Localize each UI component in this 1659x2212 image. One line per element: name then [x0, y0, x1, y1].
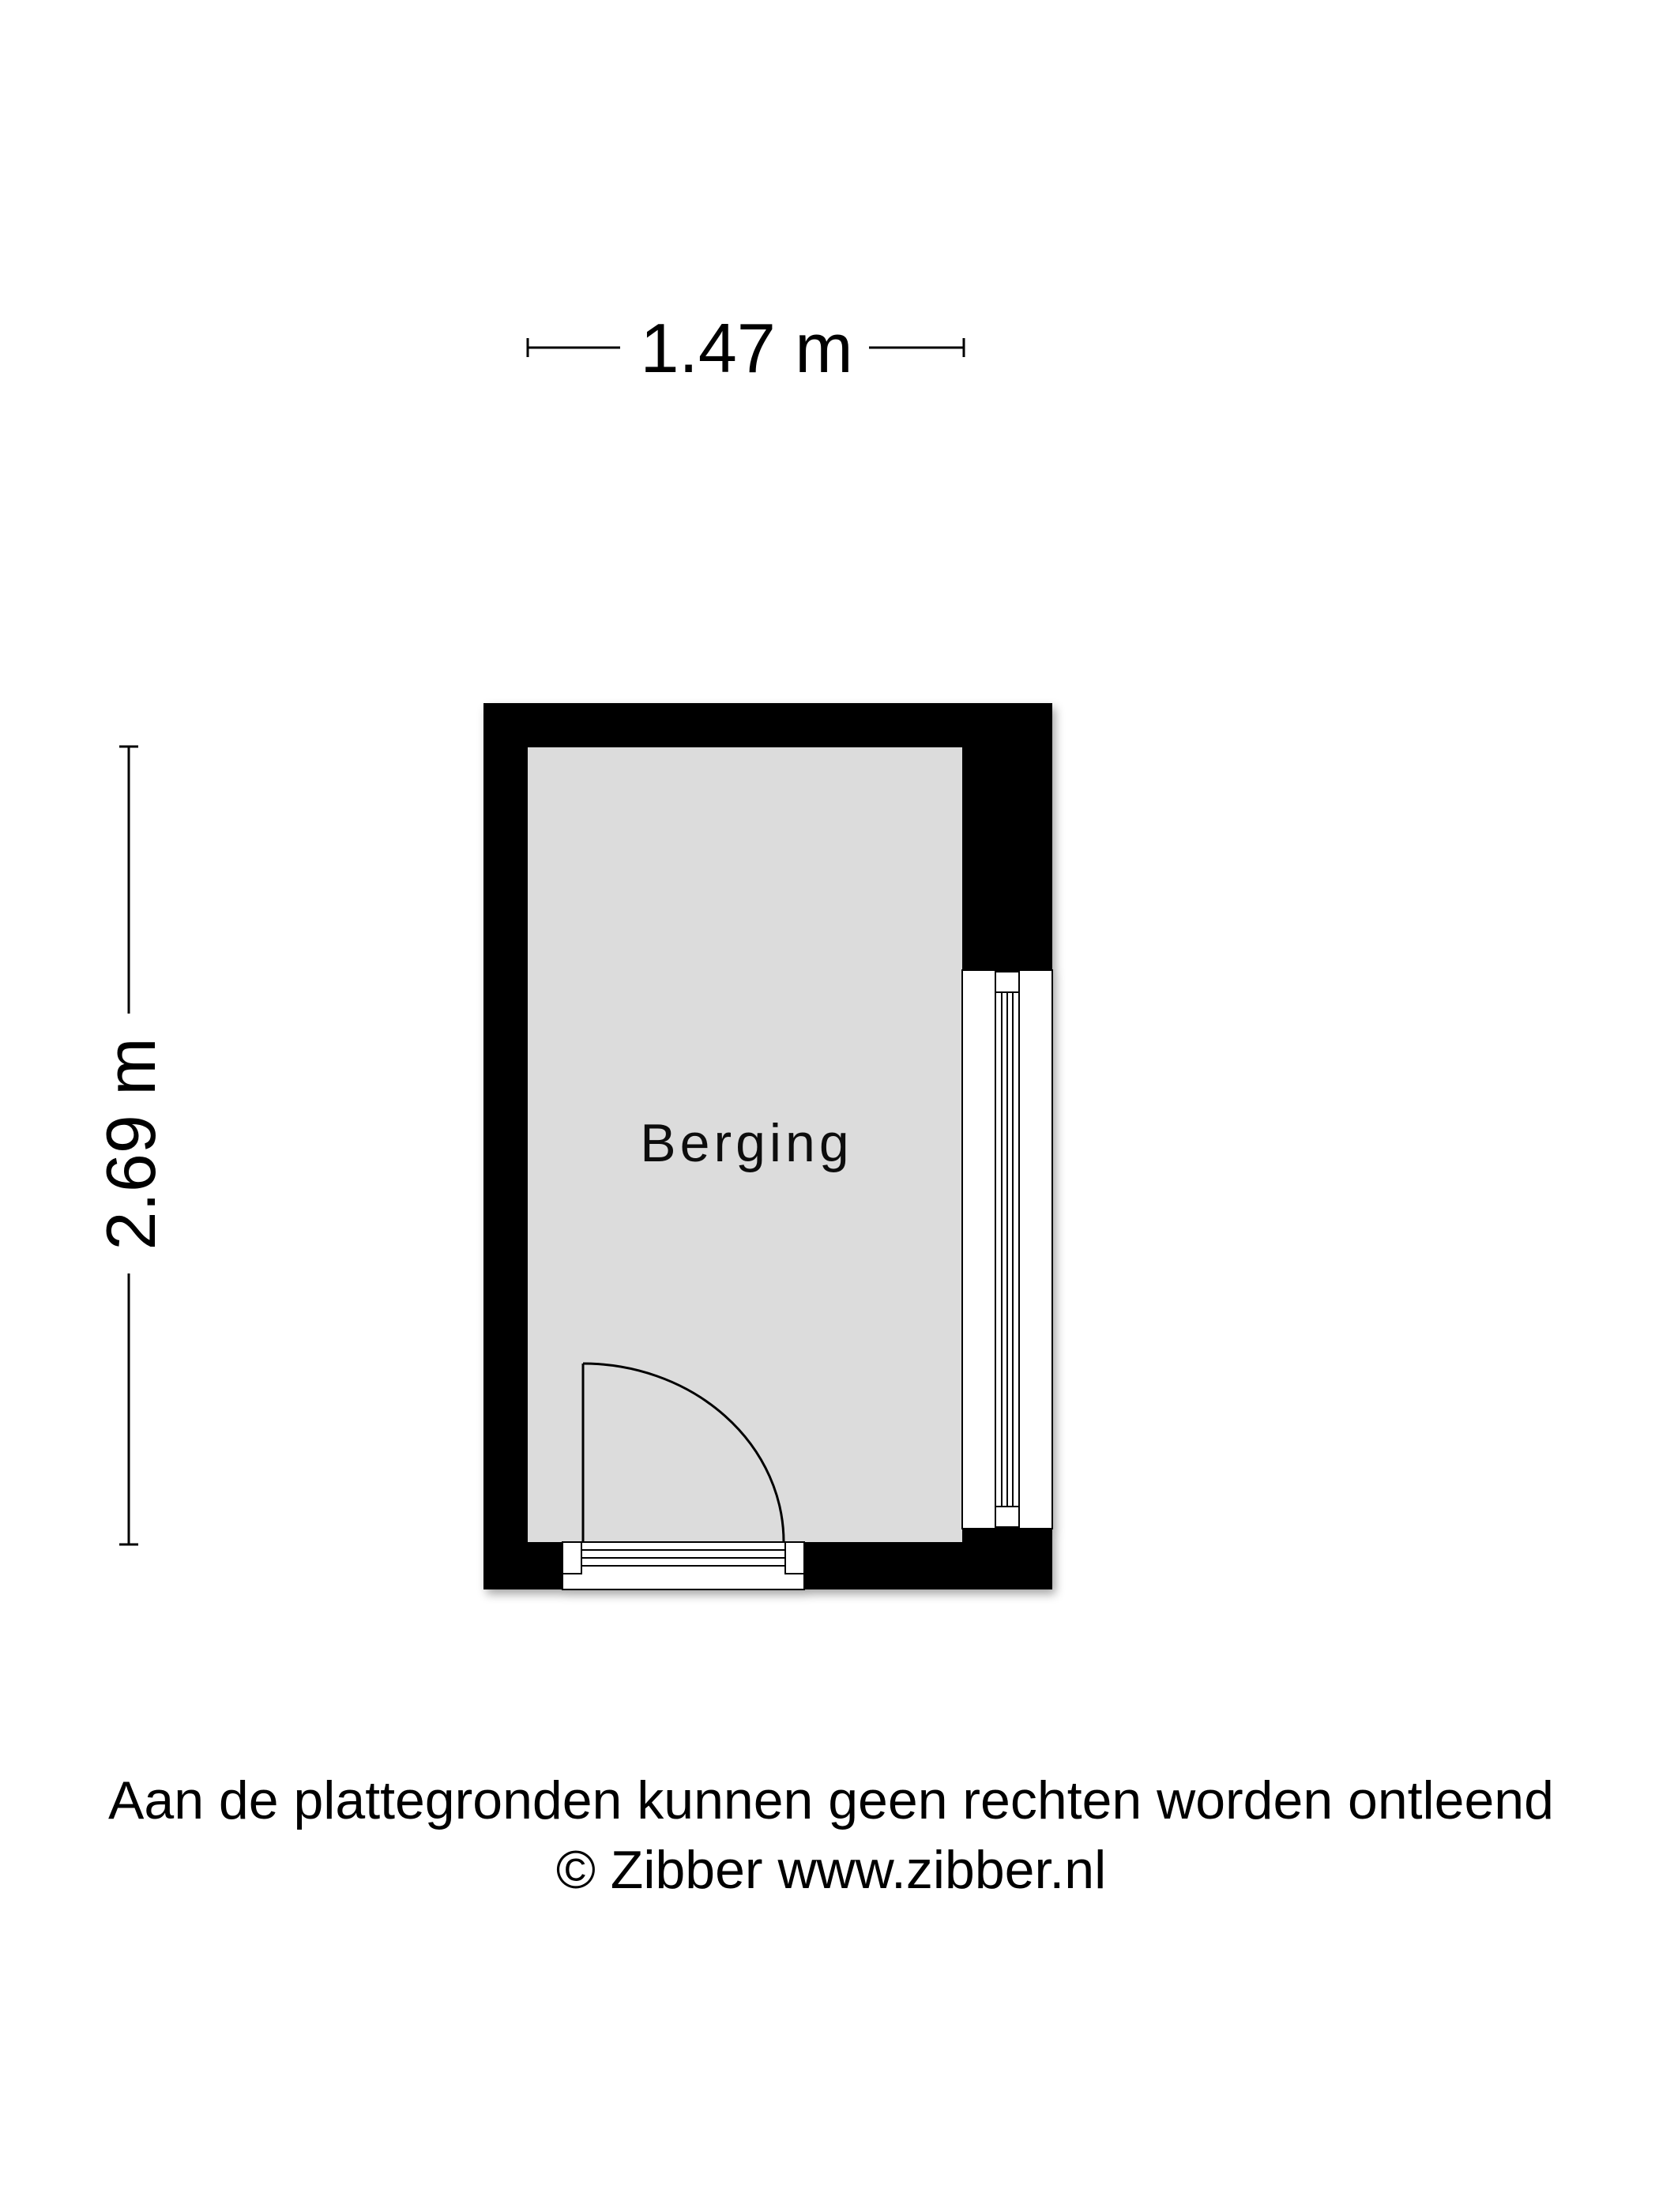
door-jamb-left [562, 1542, 581, 1574]
height-dimension-label: 2.69 m [92, 1037, 170, 1251]
window [962, 970, 1052, 1529]
room-berging [483, 703, 1052, 1589]
room-label: Berging [640, 1113, 853, 1173]
footer-copyright: © Zibber www.zibber.nl [555, 1840, 1107, 1900]
door-jamb-right [785, 1542, 804, 1574]
width-dimension-label: 1.47 m [640, 309, 853, 387]
height-dimension [92, 747, 170, 1544]
footer-disclaimer: Aan de plattegronden kunnen geen rechten worden ontleend [108, 1770, 1554, 1830]
width-dimension [528, 309, 964, 387]
